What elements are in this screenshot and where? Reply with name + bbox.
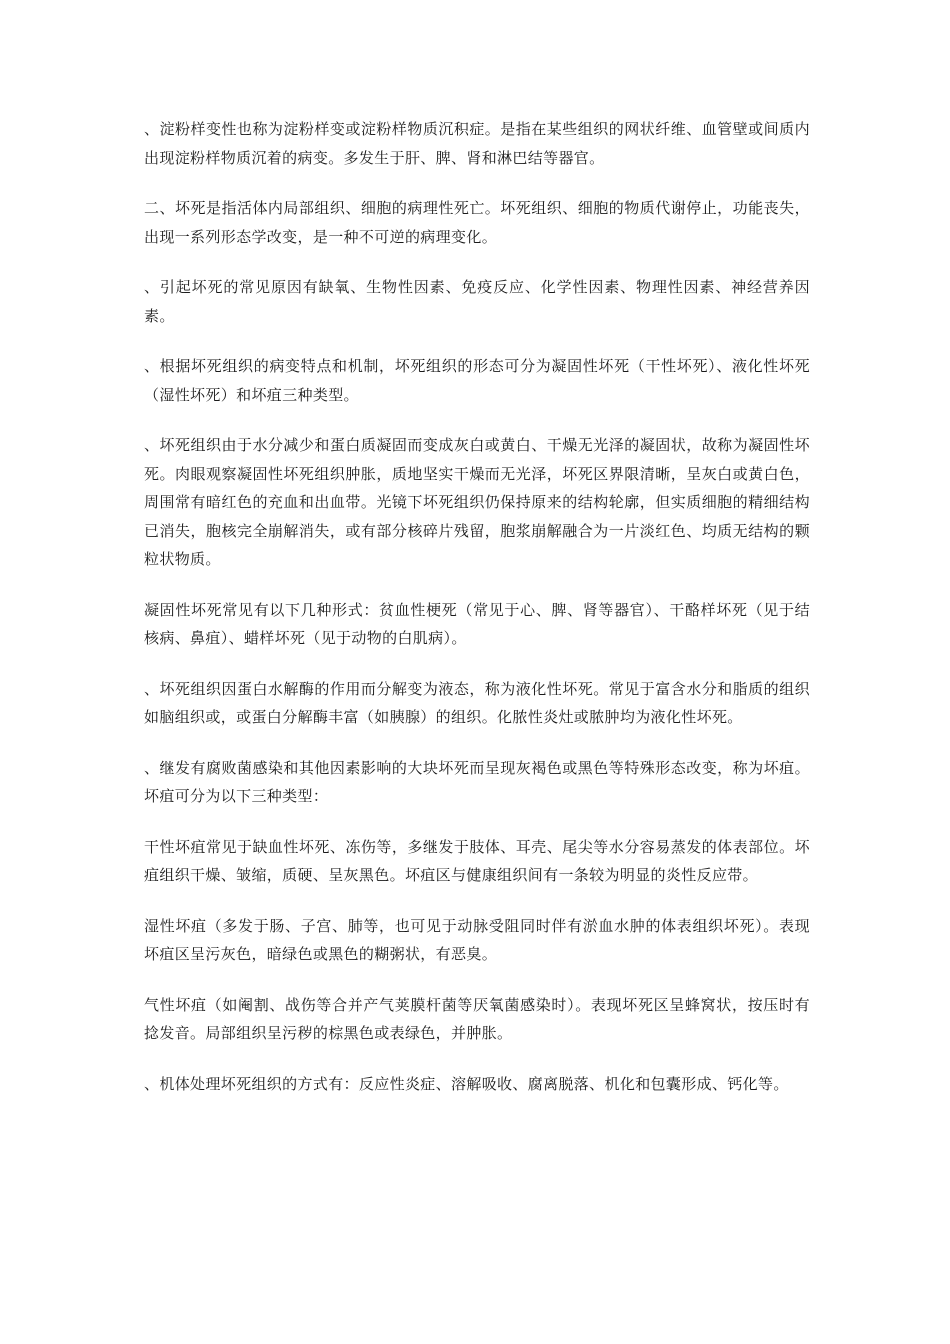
paragraph-amyloidosis: 、淀粉样变性也称为淀粉样变或淀粉样物质沉积症。是指在某些组织的网状纤维、血管壁或间质内出现淀粉样物质沉着的病变。多发生于肝、脾、肾和淋巴结等器官。	[144, 120, 810, 167]
paragraph-coagulative-necrosis: 、坏死组织由于水分减少和蛋白质凝固而变成灰白或黄白、干燥无光泽的凝固状，故称为凝固性坏死。肉眼观察凝固性坏死组织肿胀，质地坚实干燥而无光泽，坏死区界限清晰，呈灰白或黄白色，周围常有暗红色的充血和出血带。光镜下坏死组织仍保持原来的结构轮廓，但实质细胞的精细结构已消失，胞核完全崩解消失，或有部分核碎片残留，胞浆崩解融合为一片淡红色、均质无结构的颗粒状物质。	[144, 436, 810, 568]
paragraph-necrosis-types: 、根据坏死组织的病变特点和机制，坏死组织的形态可分为凝固性坏死（干性坏死）、液化性坏死（湿性坏死）和坏疽三种类型。	[144, 357, 810, 404]
paragraph-dry-gangrene: 干性坏疽常见于缺血性坏死、冻伤等，多继发于肢体、耳壳、尾尖等水分容易蒸发的体表部位。坏疽组织干燥、皱缩，质硬、呈灰黑色。坏疽区与健康组织间有一条较为明显的炎性反应带。	[144, 837, 810, 884]
paragraph-necrosis-definition: 二、坏死是指活体内局部组织、细胞的病理性死亡。坏死组织、细胞的物质代谢停止，功能丧失，出现一系列形态学改变，是一种不可逆的病理变化。	[144, 199, 810, 246]
paragraph-liquefactive-necrosis: 、坏死组织因蛋白水解酶的作用而分解变为液态，称为液化性坏死。常见于富含水分和脂质的组织如脑组织或，或蛋白分解酶丰富（如胰腺）的组织。化脓性炎灶或脓肿均为液化性坏死。	[144, 679, 810, 726]
paragraph-gas-gangrene: 气性坏疽（如阉割、战伤等合并产气荚膜杆菌等厌氧菌感染时）。表现坏死区呈蜂窝状，按压时有捻发音。局部组织呈污秽的棕黑色或表绿色，并肿胀。	[144, 995, 810, 1042]
paragraph-gangrene: 、继发有腐败菌感染和其他因素影响的大块坏死而呈现灰褐色或黑色等特殊形态改变，称为坏疽。坏疽可分为以下三种类型：	[144, 758, 810, 805]
paragraph-necrosis-outcomes: 、机体处理坏死组织的方式有：反应性炎症、溶解吸收、腐离脱落、机化和包囊形成、钙化等。	[144, 1074, 789, 1093]
paragraph-necrosis-causes: 、引起坏死的常见原因有缺氧、生物性因素、免疫反应、化学性因素、物理性因素、神经营养因素。	[144, 278, 810, 325]
paragraph-coagulative-forms: 凝固性坏死常见有以下几种形式：贫血性梗死（常见于心、脾、肾等器官）、干酪样坏死（见于结核病、鼻疽）、蜡样坏死（见于动物的白肌病）。	[144, 600, 810, 647]
paragraph-wet-gangrene: 湿性坏疽（多发于肠、子宫、肺等，也可见于动脉受阻同时伴有淤血水肿的体表组织坏死）。表现坏疽区呈污灰色，暗绿色或黑色的糊粥状，有恶臭。	[144, 916, 810, 963]
document-body	[144, 115, 810, 1120]
